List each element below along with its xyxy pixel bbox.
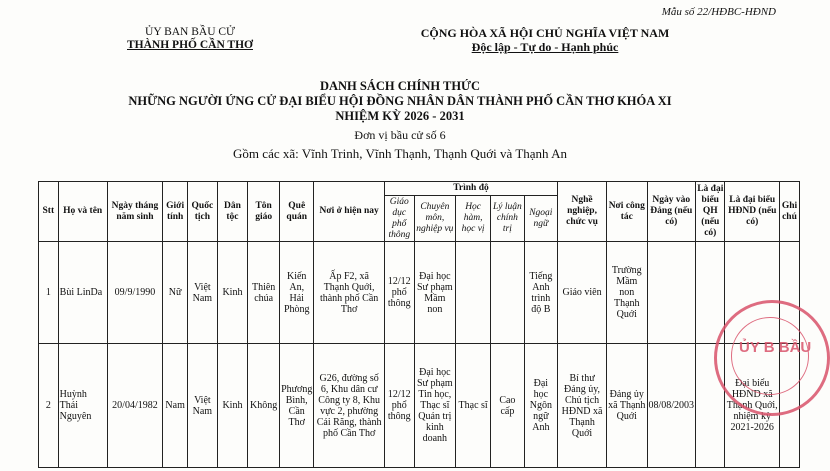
cell-ethnicity: Kinh	[217, 242, 248, 344]
header-workplace: Nơi công tác	[607, 182, 647, 242]
cell-hometown: Kiến An, Hải Phòng	[280, 242, 314, 344]
header-gender: Giới tính	[163, 182, 188, 242]
org-line-2: THÀNH PHỐ CẦN THƠ	[127, 39, 253, 51]
header-residence: Nơi ở hiện nay	[314, 182, 385, 242]
cell-na-delegate	[696, 242, 725, 344]
cell-dob: 20/04/1982	[107, 344, 163, 468]
header-occupation: Nghề nghiệp, chức vụ	[558, 182, 607, 242]
cell-name: Bùi LinDa	[58, 242, 107, 344]
cell-gender: Nữ	[163, 242, 188, 344]
official-seal	[714, 300, 830, 416]
table-row	[39, 242, 800, 344]
header-name: Họ và tên	[58, 182, 107, 242]
cell-edu-academic: Thạc sĩ	[456, 344, 491, 468]
cell-edu-specialty: Đại học Sư phạm Tin học, Thạc sĩ Quản trị kinh doanh	[414, 344, 455, 468]
header-party-date: Ngày vào Đảng (nếu có)	[647, 182, 696, 242]
cell-party-date: 08/08/2003	[647, 344, 696, 468]
cell-gender: Nam	[163, 344, 188, 468]
seal-inner-ring	[731, 317, 812, 395]
cell-party-date	[647, 242, 696, 344]
nation-line-1: CỘNG HÒA XÃ HỘI CHỦ NGHĨA VIỆT NAM	[420, 26, 670, 40]
national-motto	[380, 26, 710, 54]
header-edu-political: Lý luận chính trị	[491, 196, 524, 242]
document-title-line-2: NHỮNG NGƯỜI ỨNG CỬ ĐẠI BIỂU HỘI ĐỒNG NHÂN DÂN THÀNH PHỐ CẦN THƠ KHÓA XI	[128, 94, 672, 108]
cell-edu-political	[491, 242, 524, 344]
communes-list: Gồm các xã: Vĩnh Trinh, Vĩnh Thạnh, Thạnh Quới và Thạnh An	[233, 146, 567, 161]
header-nationality: Quốc tịch	[188, 182, 218, 242]
cell-workplace: Đảng ủy xã Thạnh Quới	[607, 344, 647, 468]
cell-occupation: Giáo viên	[558, 242, 607, 344]
cell-hometown: Phương Bình, Cần Thơ	[280, 344, 314, 468]
document-title-line-3: NHIỆM KỲ 2026 - 2031	[335, 109, 465, 123]
header-edu-specialty: Chuyên môn, nghiệp vụ	[414, 196, 455, 242]
header-religion: Tôn giáo	[248, 182, 280, 242]
header-council-delegate: Là đại biểu HĐND (nếu có)	[725, 182, 779, 242]
form-number: Mẫu số 22/HĐBC-HĐND	[661, 6, 776, 18]
cell-workplace: Trường Mầm non Thạnh Quới	[607, 242, 647, 344]
header-note: Ghi chú	[779, 182, 799, 242]
candidate-table	[38, 181, 800, 468]
cell-nationality: Việt Nam	[188, 242, 218, 344]
header-edu-academic: Học hàm, học vị	[456, 196, 491, 242]
cell-religion: Thiên chúa	[248, 242, 280, 344]
cell-stt: 1	[39, 242, 59, 344]
cell-residence: G26, đường số 6, Khu dân cư Công ty 8, Khu vực 2, phường Cái Răng, thành phố Cần Thơ	[314, 344, 385, 468]
electoral-unit: Đơn vị bầu cử số 6	[354, 128, 446, 142]
document-title-line-1: DANH SÁCH CHÍNH THỨC	[319, 79, 481, 93]
cell-dob: 09/9/1990	[107, 242, 163, 344]
cell-religion: Không	[248, 344, 280, 468]
header-education: Trình độ	[384, 182, 557, 196]
cell-edu-academic	[456, 242, 491, 344]
cell-nationality: Việt Nam	[188, 344, 218, 468]
header-edu-general: Giáo dục phổ thông	[384, 196, 414, 242]
cell-name: Huỳnh Thái Nguyên	[58, 344, 107, 468]
cell-occupation: Bí thư Đảng ủy, Chủ tịch HĐND xã Thạnh Quới	[558, 344, 607, 468]
cell-council-delegate: Đại biểu HĐND xã Thạnh Quới, nhiệm kỳ 2021-2026	[725, 344, 779, 468]
cell-edu-general: 12/12 phổ thông	[384, 242, 414, 344]
header-hometown: Quê quán	[280, 182, 314, 242]
header-na-delegate: Là đại biểu QH (nếu có)	[696, 182, 725, 242]
header-dob: Ngày tháng năm sinh	[107, 182, 163, 242]
org-line-1: ỦY BAN BẦU CỬ	[145, 26, 235, 38]
table-row	[39, 344, 800, 468]
seal-text: ỦY B BẦU	[739, 339, 812, 356]
cell-edu-specialty: Đại học Sư phạm Mầm non	[414, 242, 455, 344]
cell-stt: 2	[39, 344, 59, 468]
header-ethnicity: Dân tộc	[217, 182, 248, 242]
cell-ethnicity: Kinh	[217, 344, 248, 468]
issuing-organization	[90, 26, 290, 52]
cell-edu-general: 12/12 phổ thông	[384, 344, 414, 468]
cell-edu-political: Cao cấp	[491, 344, 524, 468]
header-edu-language: Ngoại ngữ	[524, 196, 558, 242]
cell-residence: Ấp F2, xã Thạnh Quới, thành phố Cần Thơ	[314, 242, 385, 344]
cell-edu-language: Tiếng Anh trình độ B	[524, 242, 558, 344]
nation-line-2: Độc lập - Tự do - Hạnh phúc	[471, 40, 619, 54]
header-stt: Stt	[39, 182, 59, 242]
cell-edu-language: Đại học Ngôn ngữ Anh	[524, 344, 558, 468]
